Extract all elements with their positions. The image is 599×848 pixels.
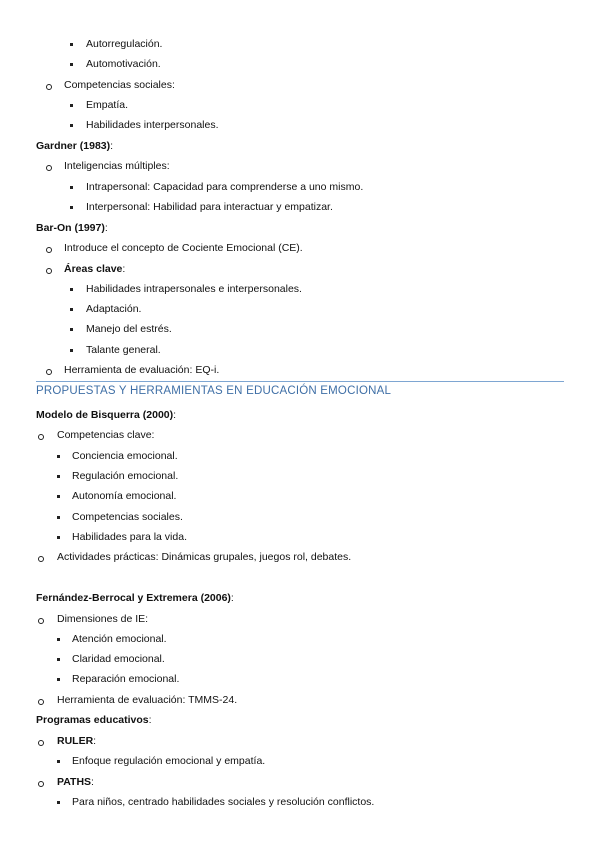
program-label: RULER [57,735,94,747]
list-item: Para niños, centrado habilidades sociales y resolución conflictos. [72,796,375,808]
list-item: Manejo del estrés. [86,323,172,335]
square-bullet-icon [70,328,73,331]
heading-rule [36,381,564,382]
circle-bullet-icon [38,434,44,440]
square-bullet-icon [57,475,60,478]
square-bullet-icon [70,124,73,127]
square-bullet-icon [70,349,73,352]
programs-title-line [36,713,152,727]
list-item: Herramienta de evaluación: EQ-i. [64,364,220,376]
list-item: Conciencia emocional. [72,450,178,462]
title-colon: : [230,592,234,604]
paths-line [57,775,94,789]
square-bullet-icon [57,455,60,458]
square-bullet-icon [70,308,73,311]
list-item: Reparación emocional. [72,673,180,685]
list-item: Competencias clave: [57,429,155,441]
section-title: Gardner (1983) [36,140,111,152]
list-item: Regulación emocional. [72,470,179,482]
ruler-line [57,734,96,748]
circle-bullet-icon [38,556,44,562]
areas-line [64,262,125,276]
list-item: Habilidades intrapersonales e interpersonales. [86,283,302,295]
circle-bullet-icon [46,369,52,375]
section-title: Bar-On (1997) [36,222,105,234]
list-item: Adaptación. [86,303,142,315]
square-bullet-icon [57,678,60,681]
program-label: PATHS [57,776,92,788]
square-bullet-icon [57,658,60,661]
list-item: Competencias sociales. [72,511,183,523]
circle-bullet-icon [46,84,52,90]
square-bullet-icon [70,206,73,209]
list-item: Atención emocional. [72,633,167,645]
list-item: Empatía. [86,99,129,111]
fb-title-line [36,591,234,605]
list-item: Autorregulación. [86,38,163,50]
list-item: Enfoque regulación emocional y empatía. [72,755,266,767]
square-bullet-icon [57,536,60,539]
circle-bullet-icon [38,618,44,624]
list-item: Habilidades para la vida. [72,531,187,543]
list-item: Talante general. [86,344,161,356]
square-bullet-icon [70,43,73,46]
square-bullet-icon [70,186,73,189]
section-title: Fernández-Berrocal y Extremera (2006) [36,592,231,604]
section-heading: PROPUESTAS Y HERRAMIENTAS EN EDUCACIÓN EMOCIONAL [36,385,392,397]
title-colon: : [110,140,114,152]
gardner-title-line [36,139,113,153]
circle-bullet-icon [38,699,44,705]
square-bullet-icon [70,104,73,107]
square-bullet-icon [57,495,60,498]
title-colon: : [173,409,177,421]
title-colon: : [104,222,108,234]
title-colon: : [148,714,152,726]
baron-title-line [36,221,108,235]
list-item: Inteligencias múltiples: [64,160,170,172]
square-bullet-icon [57,760,60,763]
bisquerra-title-line [36,408,176,422]
list-item: Habilidades interpersonales. [86,119,219,131]
list-item: Introduce el concepto de Cociente Emocional (CE). [64,242,303,254]
list-item: Automotivación. [86,58,161,70]
areas-label: Áreas clave [64,263,123,275]
circle-bullet-icon [46,268,52,274]
list-item: Interpersonal: Habilidad para interactuar y empatizar. [86,201,333,213]
title-colon: : [93,735,97,747]
list-item: Autonomía emocional. [72,490,177,502]
circle-bullet-icon [46,165,52,171]
title-colon: : [91,776,94,788]
list-item: Claridad emocional. [72,653,165,665]
section-title: Programas educativos [36,714,149,726]
section-title: Modelo de Bisquerra (2000) [36,409,174,421]
list-item: Herramienta de evaluación: TMMS-24. [57,694,238,706]
list-item: Dimensiones de IE: [57,613,149,625]
square-bullet-icon [57,801,60,804]
circle-bullet-icon [46,247,52,253]
square-bullet-icon [70,288,73,291]
square-bullet-icon [57,638,60,641]
square-bullet-icon [57,516,60,519]
list-item: Competencias sociales: [64,79,175,91]
square-bullet-icon [70,63,73,66]
circle-bullet-icon [38,781,44,787]
title-colon: : [122,263,126,275]
list-item: Actividades prácticas: Dinámicas grupales, juegos rol, debates. [57,551,352,563]
list-item: Intrapersonal: Capacidad para comprenderse a uno mismo. [86,181,364,193]
circle-bullet-icon [38,740,44,746]
